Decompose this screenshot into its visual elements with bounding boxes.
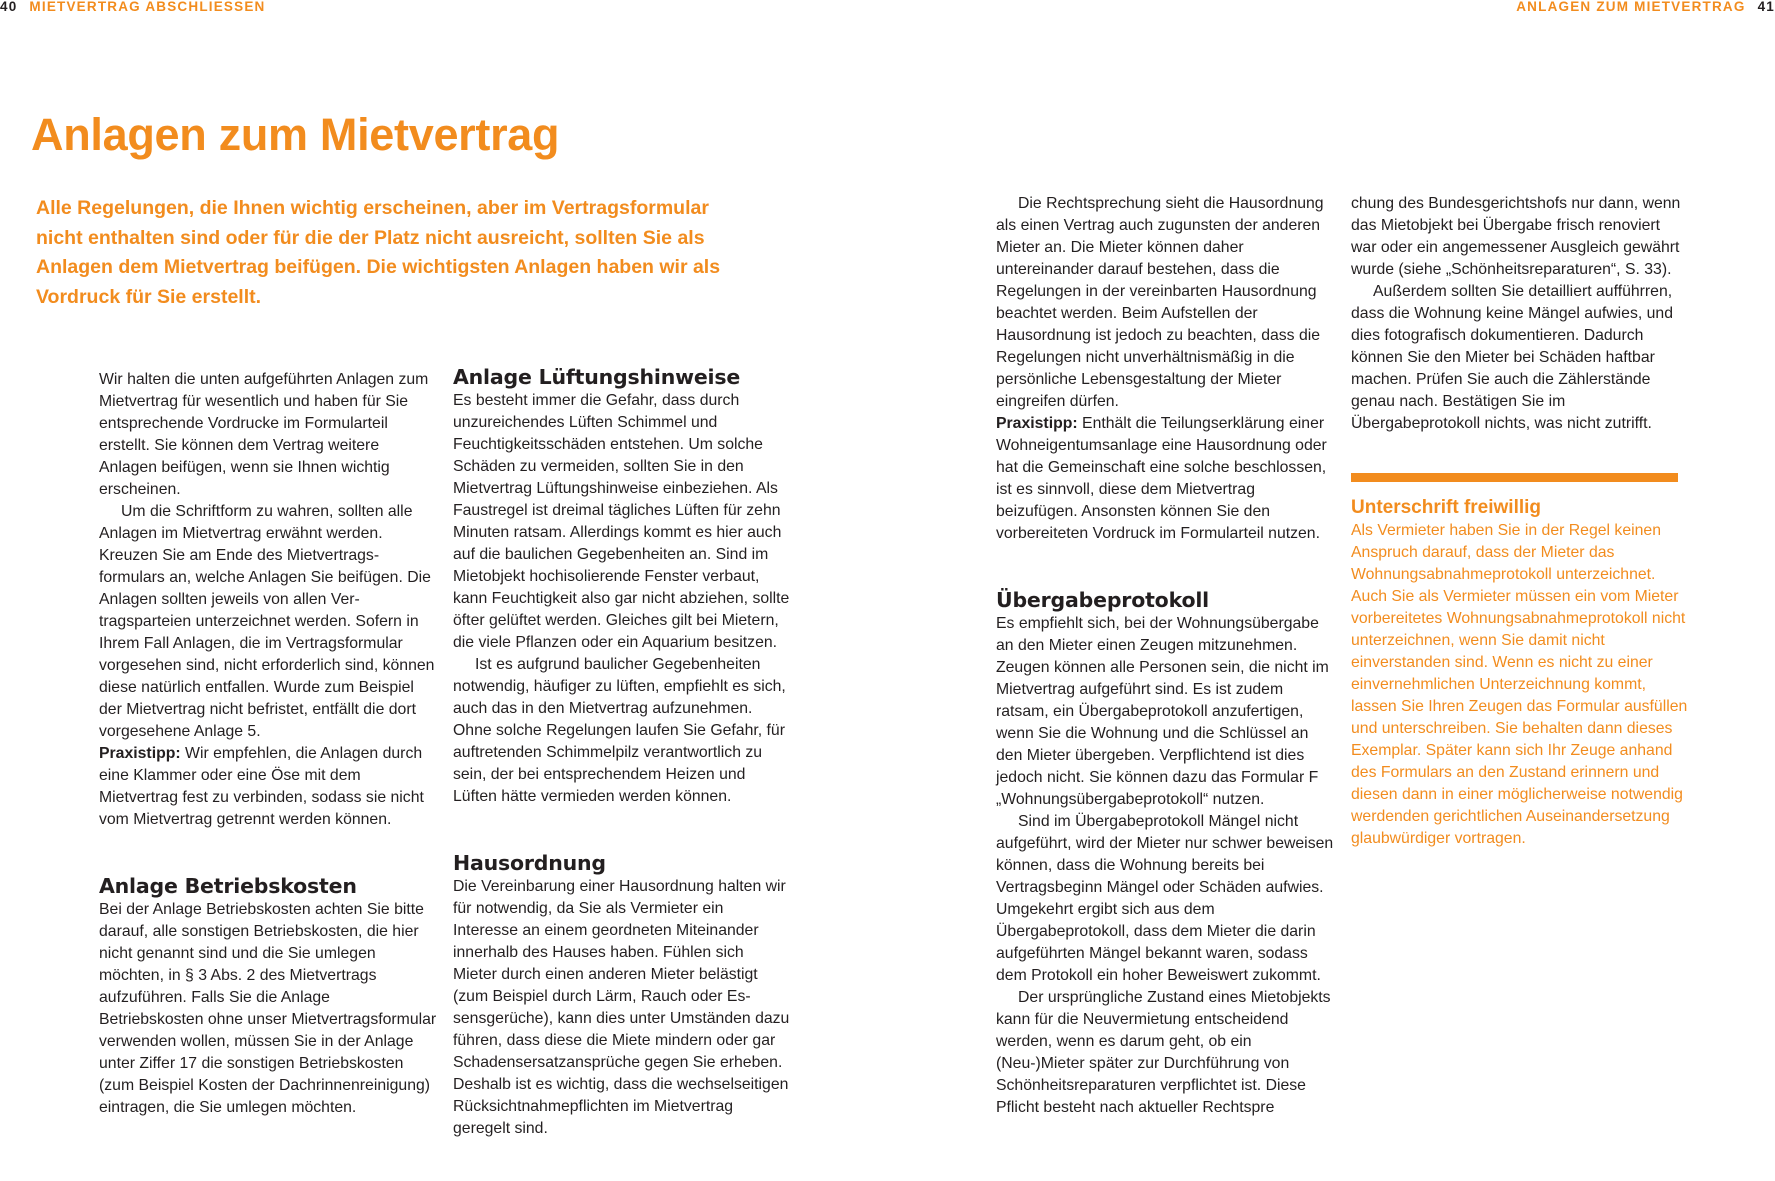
paragraph: Bei der Anlage Betriebskosten achten Sie bitte darauf, alle sonstigen Betriebskosten, die hier nicht genannt sind und die Sie umlegen möchten, in § 3 Abs. 2 des Mietvertrags aufzuführen. Falls Sie die Anlage Betriebskosten ohne unser Mietvertragsformular verwenden wollen, müssen Sie in der Anlage unter Ziffer 17 die sonstigen Betriebskosten (zum Beispiel Kosten der Dachrinnenreinigung) eintragen, die Sie umlegen möchten. xyxy=(99,901,437,1116)
paragraph: Es besteht immer die Gefahr, dass durch unzureichendes Lüften Schimmel und Feuchtigkeitsschäden entstehen. Um solche Schäden zu vermeiden, sollten Sie in den Mietvertrag Lüftungshinweise einbeziehen. Als Faustregel ist dreimal tägliches Lüften für zehn Minuten ratsam. Allerdings kommt es hier auch auf die baulichen Gegebenheiten an. Sind im Mietobjekt hochisolierende Fenster verbaut, kann Feuchtigkeit also gar nicht abziehen, sollte öfter gelüftet werden. Gleiches gilt bei Mietern, die viele Pflanzen oder ein Aquarium besitzen. xyxy=(453,392,790,651)
column-1 xyxy=(99,369,437,1119)
running-header-right xyxy=(1516,0,1775,14)
paragraph: Die Rechtsprechung sieht die Hausordnung als einen Vertrag auch zugunsten der anderen Mieter an. Die Mieter können daher untereinander darauf bestehen, dass die Regelungen in der vereinbarten Hausordnung beachtet werden. Beim Aufstellen der Hausordnung ist jedoch zu beachten, dass die Regelungen nicht unverhältnismäßig in die persönliche Lebensgestaltung der Mieter eingreifen dürfen. xyxy=(996,195,1324,410)
page-title: Anlagen zum Mietvertrag xyxy=(31,109,560,160)
tip-box-unterschrift xyxy=(1351,496,1689,850)
page-number-left: 40 xyxy=(0,0,18,14)
praxistipp-paragraph xyxy=(99,743,437,831)
running-header-left xyxy=(0,0,266,14)
paragraph: chung des Bundesgerichtshofs nur dann, wenn das Mietobjekt bei Übergabe frisch renoviert war oder ein angemessener Ausgleich gewährt wurde (siehe „Schönheitsreparaturen“, S. 33). xyxy=(1351,195,1681,278)
page-number-right: 41 xyxy=(1757,0,1775,14)
praxistipp-paragraph xyxy=(996,413,1334,545)
paragraph: Außerdem sollten Sie detailliert aufführren, dass die Wohnung keine Mängel aufwies, und dies fotografisch dokumentieren. Dadurch können Sie den Mieter bei Schäden haftbar machen. Prüfen Sie auch die Zählerstände genau nach. Bestätigen Sie im Übergabeprotokoll nichts, was nicht zutrifft. xyxy=(1351,283,1674,432)
paragraph: Um die Schriftform zu wahren, sollten alle Anlagen im Mietvertrag erwähnt werden. Kreuzen Sie am Ende des Mietvertragsformulars an, welche Anlagen Sie beifügen. Die Anlagen sollten jeweils von allen Vertragsparteien unterzeichnet werden. Sofern in Ihrem Fall Anlagen, die im Vertragsformular vorgesehen sind, nicht erforderlich sind, können diese natürlich entfallen. Wurde zum Beispiel der Mietvertrag nicht befristet, entfällt die dort vorgesehene Anlage 5. xyxy=(99,503,435,740)
section-label-right: ANLAGEN ZUM MIETVERTRAG xyxy=(1516,0,1746,14)
tip-box-text: Als Vermieter haben Sie in der Regel keinen Anspruch darauf, dass der Mieter das Wohnungsabnahmeprotokoll unterzeichnet. Auch Sie als Vermieter müssen ein vom Mieter vorbereitetes Wohnungsabnahmeprotokoll nicht unterzeichnen, wenn Sie damit nicht einverstanden sind. Wenn es nicht zu einer einvernehmlichen Unterzeichnung kommt, lassen Sie Ihren Zeugen das Formular ausfüllen und unterschreiben. Sie behalten dann dieses Exemplar. Später kann sich Ihr Zeuge anhand des Formulars an den Zustand erinnern und diesen dann in einer möglicherweise notwendig werdenden gerichtlichen Auseinandersetzung glaubwürdiger vortragen. xyxy=(1351,522,1688,847)
praxistipp-text: Enthält die Teilungserklärung einer Wohneigentumsanlage eine Hausordnung oder hat die Gemeinschaft eine solche beschlossen, ist es sinnvoll, diese dem Mietvertrag beizufügen. Ansonsten können Sie den vorbereiteten Vordruck im Formularteil nutzen. xyxy=(996,415,1327,542)
section-label-left: MIETVERTRAG ABSCHLIESSEN xyxy=(29,0,266,14)
intro-lead: Alle Regelungen, die Ihnen wichtig erscheinen, aber im Vertragsformular nicht enthalten sind oder für die der Platz nicht ausreicht, sollten Sie als Anlagen dem Mietvertrag beifügen. Die wichtigsten Anlagen haben wir als Vordruck für Sie erstellt. xyxy=(36,197,721,308)
column-2 xyxy=(453,364,791,1140)
tip-box-heading: Unterschrift freiwillig xyxy=(1351,497,1542,518)
paragraph: Der ursprüngliche Zustand eines Mietobjekts kann für die Neuvermietung entscheidend werden, wenn es darum geht, ob ein (Neu-)Mieter später zur Durchführung von Schönheitsreparaturen verpflichtet ist. Diese Pflicht besteht nach aktueller Rechtspre xyxy=(996,989,1331,1116)
heading-anlage-betriebskosten: Anlage Betriebskosten xyxy=(99,874,357,898)
column-3 xyxy=(996,193,1334,1119)
praxistipp-label: Praxistipp: xyxy=(99,745,181,762)
paragraph: Es empfiehlt sich, bei der Wohnungsübergabe an den Mieter einen Zeugen mitzunehmen. Zeugen können alle Personen sein, die nicht im Mietvertrag aufgeführt sind. Es ist zudem ratsam, ein Übergabeprotokoll anzufertigen, wenn Sie die Wohnung und die Schlüssel an den Mieter übergeben. Verpflichtend ist dies jedoch nicht. Sie können dazu das Formular F „Wohnungsübergabeprotokoll“ nutzen. xyxy=(996,615,1329,808)
paragraph: Wir halten die unten aufgeführten Anlagen zum Mietvertrag für wesentlich und haben für Sie entsprechende Vordrucke im Formularteil erstellt. Sie können dem Vertrag weitere Anlagen beifügen, wenn sie Ihnen wichtig erscheinen. xyxy=(99,371,429,498)
praxistipp-label: Praxistipp: xyxy=(996,415,1078,432)
paragraph: Die Vereinbarung einer Hausordnung halten wir für notwendig, da Sie als Vermieter ein Interesse an einem geordneten Miteinander innerhalb des Hauses haben. Fühlen sich Mieter durch einen anderen Mieter belästigt (zum Beispiel durch Lärm, Rauch oder Essensgerüche), kann dies unter Umständen dazu führen, dass diese die Miete mindern oder gar Schadensersatzansprüche gegen Sie erheben. Deshalb ist es wichtig, dass die wechselseitigen Rücksichtnahmepflichten im Mietvertrag geregelt sind. xyxy=(453,878,790,1137)
paragraph: Sind im Übergabeprotokoll Mängel nicht aufgeführt, wird der Mieter nur schwer beweisen können, dass die Wohnung bereits bei Vertragsbeginn Mängel oder Schäden aufwies. Umgekehrt ergibt sich aus dem Übergabeprotokoll, dass dem Mieter die darin aufgeführten Mängel bekannt waren, sodass dem Protokoll ein hoher Beweiswert zukommt. xyxy=(996,813,1334,984)
paragraph: Ist es aufgrund baulicher Gegebenheiten notwendig, häufiger zu lüften, empfiehlt es sich, auch das in den Mietvertrag aufzunehmen. Ohne solche Regelungen laufen Sie Gefahr, für auftretenden Schimmelpilz verantwortlich zu sein, der bei entsprechendem Heizen und Lüften hätte vermieden werden können. xyxy=(453,656,786,805)
tip-box-bar xyxy=(1351,473,1678,482)
heading-uebergabeprotokoll: Übergabeprotokoll xyxy=(996,588,1209,612)
heading-hausordnung: Hausordnung xyxy=(453,851,606,875)
praxistipp-text: Wir empfehlen, die Anlagen durch eine Klammer oder eine Öse mit dem Mietvertrag fest zu verbinden, sodass sie nicht vom Mietvertrag getrennt werden können. xyxy=(99,745,424,828)
heading-anlage-lueftungshinweise: Anlage Lüftungshinweise xyxy=(453,365,741,389)
column-4 xyxy=(1351,193,1689,850)
